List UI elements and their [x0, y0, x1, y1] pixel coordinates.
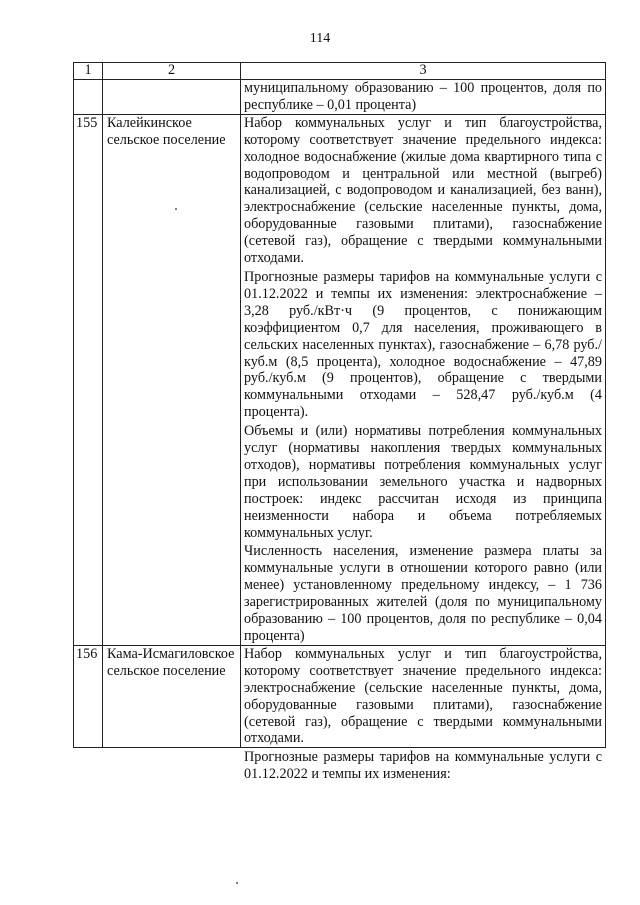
- tariffs-paragraph: Прогнозные размеры тарифов на коммунальные услуги с 01.12.2022 и темпы их изменения:: [244, 749, 602, 783]
- continuation-text: муниципальному образованию – 100 процентов, доля по республике – 0,01 процента): [244, 80, 602, 113]
- header-cell-1: 1: [74, 63, 103, 80]
- norms-paragraph: Объемы и (или) нормативы потребления коммунальных услуг (нормативы накопления твердых коммунальных отходов), нормативы потребления коммунальных услуг при использовании земельного участка и надворных построек: индекс рассчитан исходя из принципа неизменности набора и объема потребляемых коммунальных услуг.: [244, 423, 602, 541]
- services-paragraph: Набор коммунальных услуг и тип благоустройства, которому соответствует значение предельного индекса: электроснабжение (сельские населенные пункты, дома, оборудованные газовыми плитами), газоснабжение (сетевой газ), обращение с твердыми коммунальными отходами.: [244, 645, 602, 747]
- continuation-row: [74, 80, 606, 115]
- header-cell-3: 3: [241, 63, 606, 80]
- scan-speck: [236, 882, 238, 884]
- row-description: [241, 645, 606, 783]
- scan-speck: [175, 208, 177, 210]
- header-cell-2: 2: [103, 63, 241, 80]
- municipality-name: Кама-Исмагиловское сельское поселение: [103, 645, 241, 747]
- table-row: [74, 114, 606, 645]
- population-paragraph: Численность населения, изменение размера платы за коммунальные услуги в отношении которого равно (или менее) установленному предельному индексу, – 1 736 зарегистрированных жителей (доля по муниципальному образованию – 100 процентов, доля по республике – 0,04 процента): [244, 543, 602, 644]
- services-paragraph: Набор коммунальных услуг и тип благоустройства, которому соответствует значение предельного индекса: холодное водоснабжение (жилые дома квартирного типа с водопроводом и центральной или местной (выгреб) канализацией, с водопроводом и канализацией, без ванн), электроснабжение (сельские населенные пункты, дома, оборудованные газовыми плитами), газоснабжение (сетевой газ), обращение с твердыми коммунальными отходами.: [244, 114, 602, 267]
- table-header-row: [74, 63, 606, 80]
- row-number: 155: [74, 114, 103, 645]
- row-description: [241, 114, 606, 645]
- table-row: [74, 645, 606, 747]
- row-number: 156: [74, 645, 103, 747]
- tariff-table: [73, 62, 606, 783]
- page-number: 114: [309, 31, 331, 46]
- municipality-name: Калейкинское сельское поселение: [103, 114, 241, 645]
- tariffs-paragraph: Прогнозные размеры тарифов на коммунальные услуги с 01.12.2022 и темпы их изменения: электроснабжение – 3,28 руб./кВт·ч (9 процентов, с понижающим коэффициентом 0,7 для населения, проживающего в сельских населенных пунктах), газоснабжение – 6,78 руб./куб.м (8,5 процента), холодное водоснабжение – 47,89 руб./куб.м (9 процентов), обращение с твердыми коммунальными отходами – 528,47 руб./куб.м (4 процента).: [244, 268, 602, 421]
